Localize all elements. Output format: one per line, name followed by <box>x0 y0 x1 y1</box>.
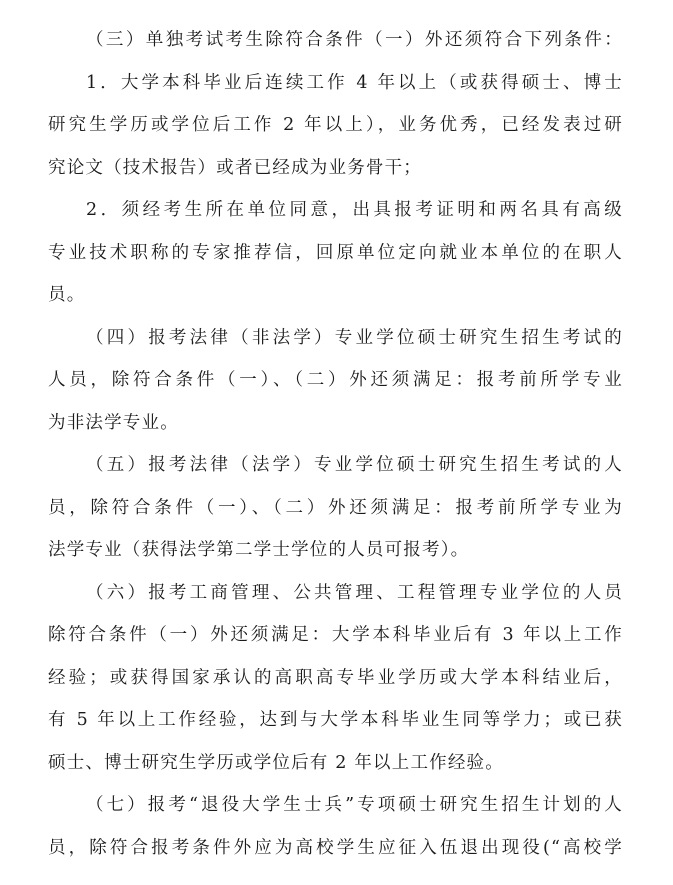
paragraph-6-line-2: 除符合条件（一）外还须满足：大学本科毕业后有 3 年以上工作 <box>48 625 623 645</box>
item-2-line-2: 专业技术职称的专家推荐信，回原单位定向就业本单位的在职人 <box>48 243 623 263</box>
item-1-line-2: 研究生学历或学位后工作 2 年以上），业务优秀，已经发表过研 <box>48 115 623 135</box>
paragraph-4-line-2: 人员，除符合条件（一）、（二）外还须满足：报考前所学专业 <box>48 370 623 390</box>
paragraph-6-line-1: （六）报考工商管理、公共管理、工程管理专业学位的人员 <box>86 583 623 603</box>
paragraph-5-line-1: （五）报考法律（法学）专业学位硕士研究生招生考试的人 <box>86 455 623 475</box>
item-1-line-3: 究论文（技术报告）或者已经成为业务骨干； <box>48 158 422 178</box>
paragraph-7-line-2: 员，除符合报考条件外应为高校学生应征入伍退出现役(“高校学 <box>48 838 623 858</box>
item-1-line-1: 1．大学本科毕业后连续工作 4 年以上（或获得硕士、博士 <box>86 73 623 93</box>
paragraph-6-line-5: 硕士、博士研究生学历或学位后有 2 年以上工作经验。 <box>48 753 504 773</box>
item-2-line-1: 2．须经考生所在单位同意，出具报考证明和两名具有高级 <box>86 200 623 220</box>
paragraph-5-line-2: 员，除符合条件（一）、（二）外还须满足：报考前所学专业为 <box>48 498 623 518</box>
paragraph-5-line-3: 法学专业（获得法学第二学士学位的人员可报考）。 <box>48 540 470 560</box>
paragraph-4-line-3: 为非法学专业。 <box>48 413 179 433</box>
paragraph-6-line-4: 有 5 年以上工作经验，达到与大学本科毕业生同等学力；或已获 <box>48 710 623 730</box>
paragraph-4-line-1: （四）报考法律（非法学）专业学位硕士研究生招生考试的 <box>86 328 623 348</box>
paragraph-6-line-3: 经验；或获得国家承认的高职高专毕业学历或大学本科结业后， <box>48 668 623 688</box>
item-2-line-3: 员。 <box>48 285 86 305</box>
paragraph-3-line-1: （三）单独考试考生除符合条件（一）外还须符合下列条件： <box>86 30 623 50</box>
paragraph-7-line-1: （七）报考“退役大学生士兵”专项硕士研究生招生计划的人 <box>86 795 623 815</box>
